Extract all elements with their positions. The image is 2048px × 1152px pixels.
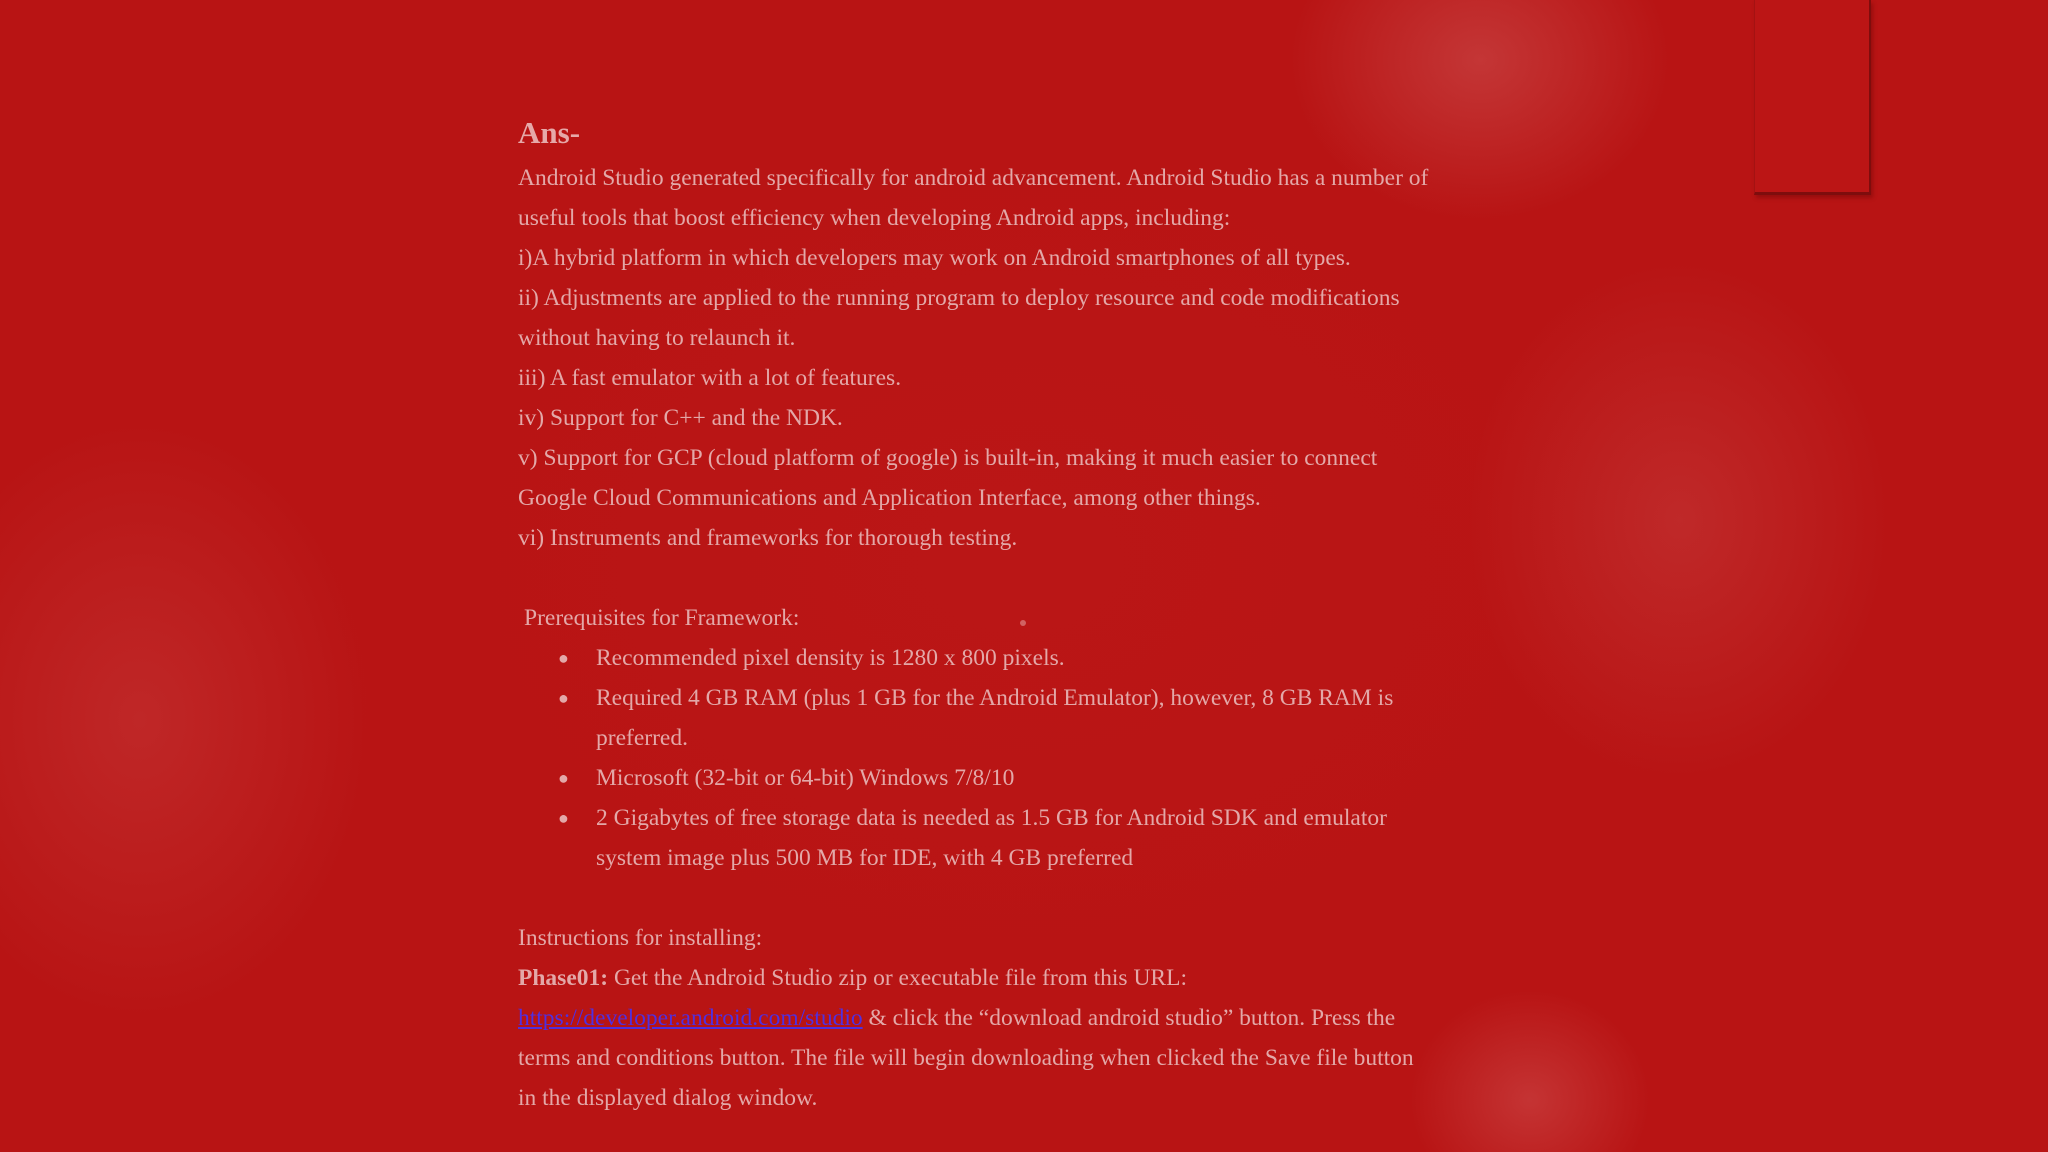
prerequisite-text-cont: preferred. (596, 725, 688, 751)
prerequisite-item-3 (518, 758, 1528, 798)
phase-label: Phase01: (518, 965, 609, 991)
prerequisite-text-cont: system image plus 500 MB for IDE, with 4 GB preferred (596, 845, 1134, 871)
bullet-icon: ● (558, 648, 569, 668)
prerequisites-title: Prerequisites for Framework: (524, 605, 800, 631)
phase-text: Get the Android Studio zip or executable file from this URL: (608, 965, 1187, 991)
feature-point-1: i)A hybrid platform in which developers may work on Android smartphones of all types. (518, 245, 1351, 271)
feature-point-5-cont: Google Cloud Communications and Application Interface, among other things. (518, 485, 1261, 511)
feature-point-5: v) Support for GCP (cloud platform of google) is built-in, making it much easier to connect (518, 445, 1378, 471)
bullet-icon: ● (558, 768, 569, 788)
android-studio-link[interactable]: https://developer.android.com/studio (518, 1005, 863, 1031)
feature-point-3: iii) A fast emulator with a lot of features. (518, 365, 902, 391)
phase-line-3: terms and conditions button. The file will begin downloading when clicked the Save file button (518, 1045, 1414, 1071)
intro-line-1: Android Studio generated specifically for android advancement. Android Studio has a number of (518, 165, 1429, 191)
document-body (518, 108, 1528, 1118)
feature-point-2: ii) Adjustments are applied to the running program to deploy resource and code modifications (518, 285, 1400, 311)
corner-frame (1754, 0, 1871, 195)
phase-line-4: in the displayed dialog window. (518, 1085, 818, 1111)
prerequisite-text: Microsoft (32-bit or 64-bit) Windows 7/8/10 (596, 765, 1015, 791)
instructions-title: Instructions for installing: (518, 925, 763, 951)
feature-point-6: vi) Instruments and frameworks for thorough testing. (518, 525, 1018, 551)
spacer (518, 558, 1528, 598)
prerequisite-text: Recommended pixel density is 1280 x 800 pixels. (596, 645, 1065, 671)
prerequisite-item-1 (518, 638, 1528, 678)
intro-line-2: useful tools that boost efficiency when developing Android apps, including: (518, 205, 1231, 231)
answer-heading: Ans- (518, 115, 581, 150)
phase-line-1 (518, 958, 1528, 998)
prerequisite-text: 2 Gigabytes of free storage data is needed as 1.5 GB for Android SDK and emulator (596, 805, 1387, 831)
feature-point-4: iv) Support for C++ and the NDK. (518, 405, 843, 431)
phase-after-link: & click the “download android studio” button. Press the (862, 1005, 1396, 1031)
bullet-icon: ● (558, 688, 569, 708)
phase-line-2 (518, 998, 1528, 1038)
prerequisite-item-2 (518, 678, 1528, 758)
feature-point-2-cont: without having to relaunch it. (518, 325, 796, 351)
spacer (518, 878, 1528, 918)
bullet-icon: ● (558, 808, 569, 828)
prerequisite-text: Required 4 GB RAM (plus 1 GB for the Android Emulator), however, 8 GB RAM is (596, 685, 1394, 711)
prerequisite-item-4 (518, 798, 1528, 878)
